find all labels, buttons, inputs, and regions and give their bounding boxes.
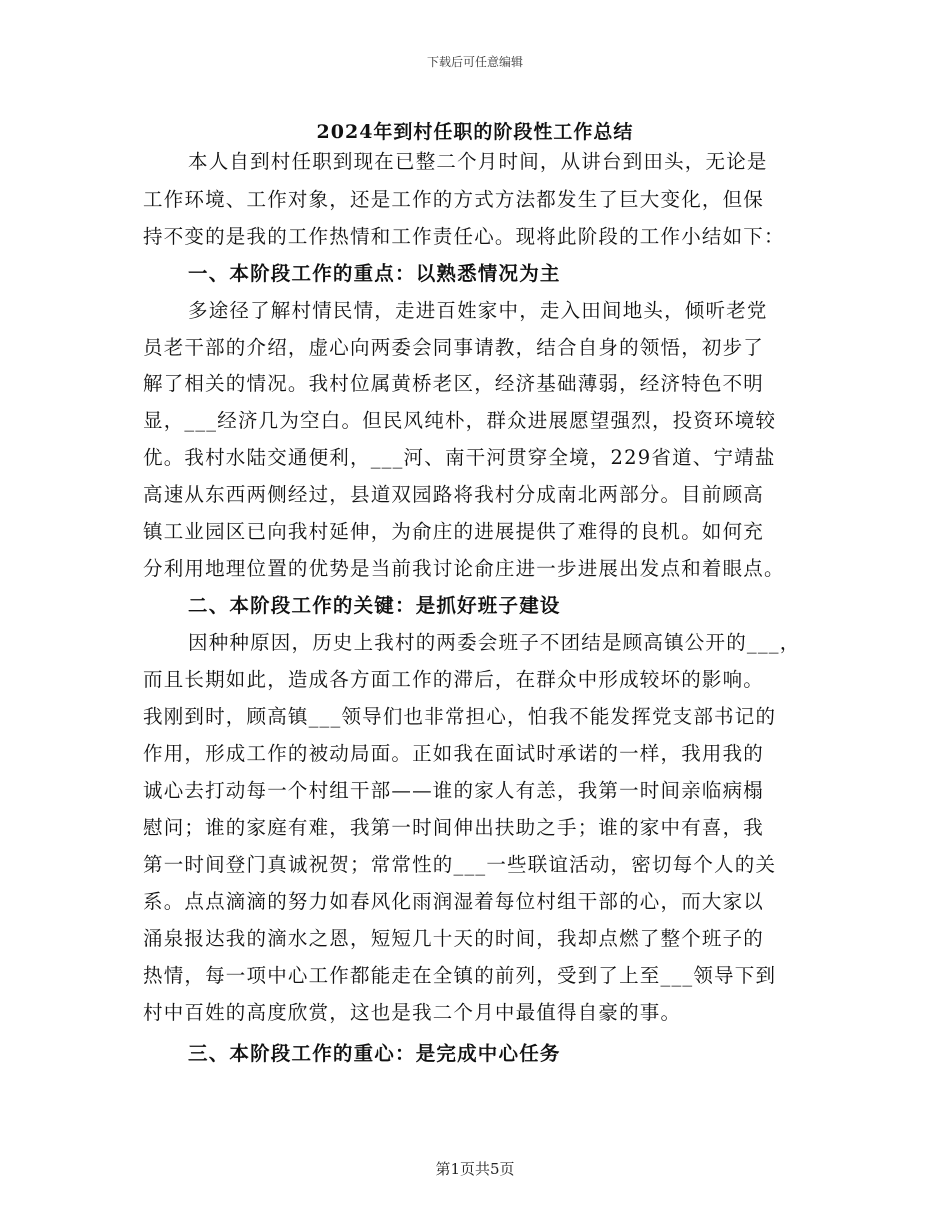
section-heading-2: 二、本阶段工作的关键：是抓好班子建设 — [188, 594, 561, 617]
body-line-19: 慰问；谁的家庭有难，我第一时间伸出扶助之手；谁的家中有喜，我 — [143, 816, 765, 839]
body-line-22: 涌泉报达我的滴水之恩，短短几十天的时间，我却点燃了整个班子的 — [143, 927, 765, 950]
body-line-2: 工作环境、工作对象，还是工作的方式方法都发生了巨大变化，但保 — [143, 188, 765, 211]
body-line-8: 显，___经济几为空白。但民风纯朴，群众进展愿望强烈，投资环境较 — [143, 409, 777, 432]
body-line-16: 我刚到时，顾高镇___领导们也非常担心，怕我不能发挥党支部书记的 — [143, 705, 777, 728]
body-line-12: 分利用地理位置的优势是当前我讨论俞庄进一步进展出发点和着眼点。 — [143, 557, 785, 580]
body-line-11: 镇工业园区已向我村延伸，为俞庄的进展提供了难得的良机。如何充 — [143, 520, 765, 543]
body-line-14: 因种种原因，历史上我村的两委会班子不团结是顾高镇公开的___， — [188, 631, 801, 654]
body-line-10: 高速从东西两侧经过，县道双园路将我村分成南北两部分。目前顾高 — [143, 483, 765, 506]
body-line-18: 诚心去打动每一个村组干部——谁的家人有恙，我第一时间亲临病榻 — [143, 779, 765, 802]
body-line-5: 多途径了解村情民情，走进百姓家中，走入田间地头，倾听老党 — [188, 299, 768, 322]
body-line-17: 作用，形成工作的被动局面。正如我在面试时承诺的一样，我用我的 — [143, 742, 765, 765]
body-line-15: 而且长期如此，造成各方面工作的滞后，在群众中形成较坏的影响。 — [143, 668, 765, 691]
header-note: 下载后可任意编辑 — [426, 55, 523, 69]
body-line-6: 员老干部的介绍，虚心向两委会同事请教，结合自身的领悟，初步了 — [143, 336, 765, 359]
document-title: 2024年到村任职的阶段性工作总结 — [316, 121, 634, 143]
body-line-24: 村中百姓的高度欣赏，这也是我二个月中最值得自豪的事。 — [143, 1001, 682, 1024]
body-line-21: 系。点点滴滴的努力如春风化雨润湿着每位村组干部的心，而大家以 — [143, 890, 765, 913]
body-line-20: 第一时间登门真诚祝贺；常常性的___一些联谊活动，密切每个人的关 — [143, 853, 777, 876]
body-line-1: 本人自到村任职到现在已整二个月时间，从讲台到田头，无论是 — [188, 150, 768, 173]
body-line-23: 热情，每一项中心工作都能走在全镇的前列，受到了上至___领导下到 — [143, 964, 777, 987]
section-heading-3: 三、本阶段工作的重心：是完成中心任务 — [188, 1042, 561, 1065]
body-line-9: 优。我村水陆交通便利，___河、南干河贯穿全境，229省道、宁靖盐 — [143, 446, 776, 469]
body-line-7: 解了相关的情况。我村位属黄桥老区，经济基础薄弱，经济特色不明 — [143, 372, 765, 395]
body-line-3: 持不变的是我的工作热情和工作责任心。现将此阶段的工作小结如下： — [143, 225, 785, 248]
section-heading-1: 一、本阶段工作的重点：以熟悉情况为主 — [188, 262, 561, 285]
page-footer: 第1页共5页 — [435, 1160, 515, 1178]
